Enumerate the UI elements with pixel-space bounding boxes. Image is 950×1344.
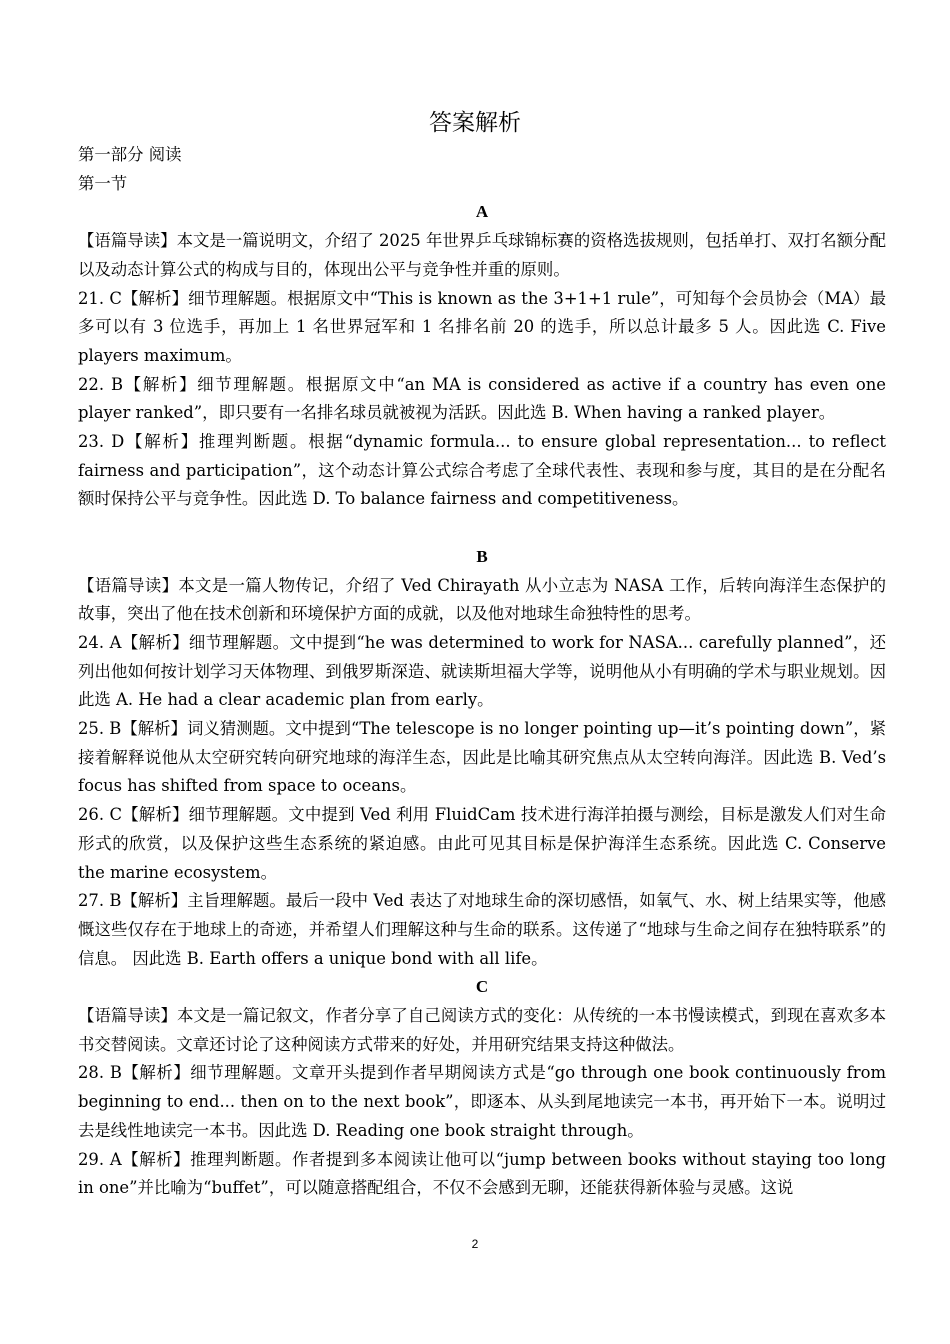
answer-28: 28. B【解析】细节理解题。文章开头提到作者早期阅读方式是“go through one book continuously from beginning to end... then on to the next book”，即逐本、从头到尾地读完一本书，再开始下一本。说明过去是线性地读完一本书。因此选 D. Reading one book straight through。 xyxy=(78,1063,886,1140)
passage-c-guide: 【语篇导读】本文是一篇记叙文，作者分享了自己阅读方式的变化：从传统的一本书慢读模式，到现在喜欢多本书交替阅读。文章还讨论了这种阅读方式带来的好处，并用研究结果支持这种做法。 xyxy=(78,1006,886,1054)
passage-b-letter: B xyxy=(476,546,488,566)
answer-22: 22. B【解析】细节理解题。根据原文中“an MA is considered as active if a country has even one player ranked”，即只要有一名排名球员就被视为活跃。因此选 B. When having a ranked player。 xyxy=(78,374,886,423)
answer-23: 23. D【解析】推理判断题。根据“dynamic formula... to ensure global representation... to reflect fairness and participation”，这个动态计算公式综合考虑了全球代表性、表现和参与度，其目的是在分配名额时保持公平与竞争性。因此选 D. To balance fairness and competitiveness。 xyxy=(78,432,886,509)
page-title: 答案解析 xyxy=(429,110,521,136)
answer-content xyxy=(78,141,886,1203)
spacer xyxy=(78,514,886,543)
answer-21: 21. C【解析】细节理解题。根据原文中“This is known as the 3+1+1 rule”，可知每个会员协会（MA）最多可以有 3 位选手，再加上 1 名世界冠军和 1 名排名前 20 的选手，所以总计最多 5 人。因此选 C. Five players maximum。 xyxy=(78,288,886,365)
part-heading: 第一部分 阅读 xyxy=(78,145,182,164)
answer-25: 25. B【解析】词义猜测题。文中提到“The telescope is no longer pointing up—it’s pointing down”，紧接着解释说他从太空研究转向研究地球的海洋生态，因此是比喻其研究焦点从太空转向海洋。因此选 B. Ved’s focus has shifted from space to oceans。 xyxy=(78,719,886,796)
answer-26: 26. C【解析】细节理解题。文中提到 Ved 利用 FluidCam 技术进行海洋拍摄与测绘，目标是激发人们对生命形式的欣赏，以及保护这些生态系统的紧迫感。由此可见其目标是保护海洋生态系统。因此选 C. Conserve the marine ecosystem。 xyxy=(78,805,886,882)
section-heading: 第一节 xyxy=(78,173,128,193)
passage-c-letter: C xyxy=(475,977,489,997)
passage-a-letter: A xyxy=(475,202,489,222)
answer-27: 27. B【解析】主旨理解题。最后一段中 Ved 表达了对地球生命的深切感悟，如氧气、水、树上结果实等，他感慨这些仅存在于地球上的奇迹，并希望人们理解这种与生命的联系。这传递了“地球与生命之间存在独特联系”的信息。 因此选 B. Earth offers a unique bond with all life。 xyxy=(78,891,886,968)
passage-a-guide: 【语篇导读】本文是一篇说明文，介绍了 2025 年世界乒乓球锦标赛的资格选拔规则，包括单打、双打名额分配以及动态计算公式的构成与目的，体现出公平与竞争性并重的原则。 xyxy=(78,231,886,279)
answer-29: 29. A【解析】推理判断题。作者提到多本阅读让他可以“jump between books without staying too long in one”并比喻为“buffet”，可以随意搭配组合，不仅不会感到无聊，还能获得新体验与灵感。这说 xyxy=(78,1149,886,1198)
passage-b-guide: 【语篇导读】本文是一篇人物传记，介绍了 Ved Chirayath 从小立志为 NASA 工作，后转向海洋生态保护的故事，突出了他在技术创新和环境保护方面的成就，以及他对地球生命独特性的思考。 xyxy=(78,575,886,624)
page-number: 2 xyxy=(471,1237,479,1251)
answer-24: 24. A【解析】细节理解题。文中提到“he was determined to work for NASA... carefully planned”，还列出他如何按计划学习天体物理、到俄罗斯深造、就读斯坦福大学等，说明他从小有明确的学术与职业规划。因此选 A. He had a clear academic plan from early。 xyxy=(78,632,886,710)
